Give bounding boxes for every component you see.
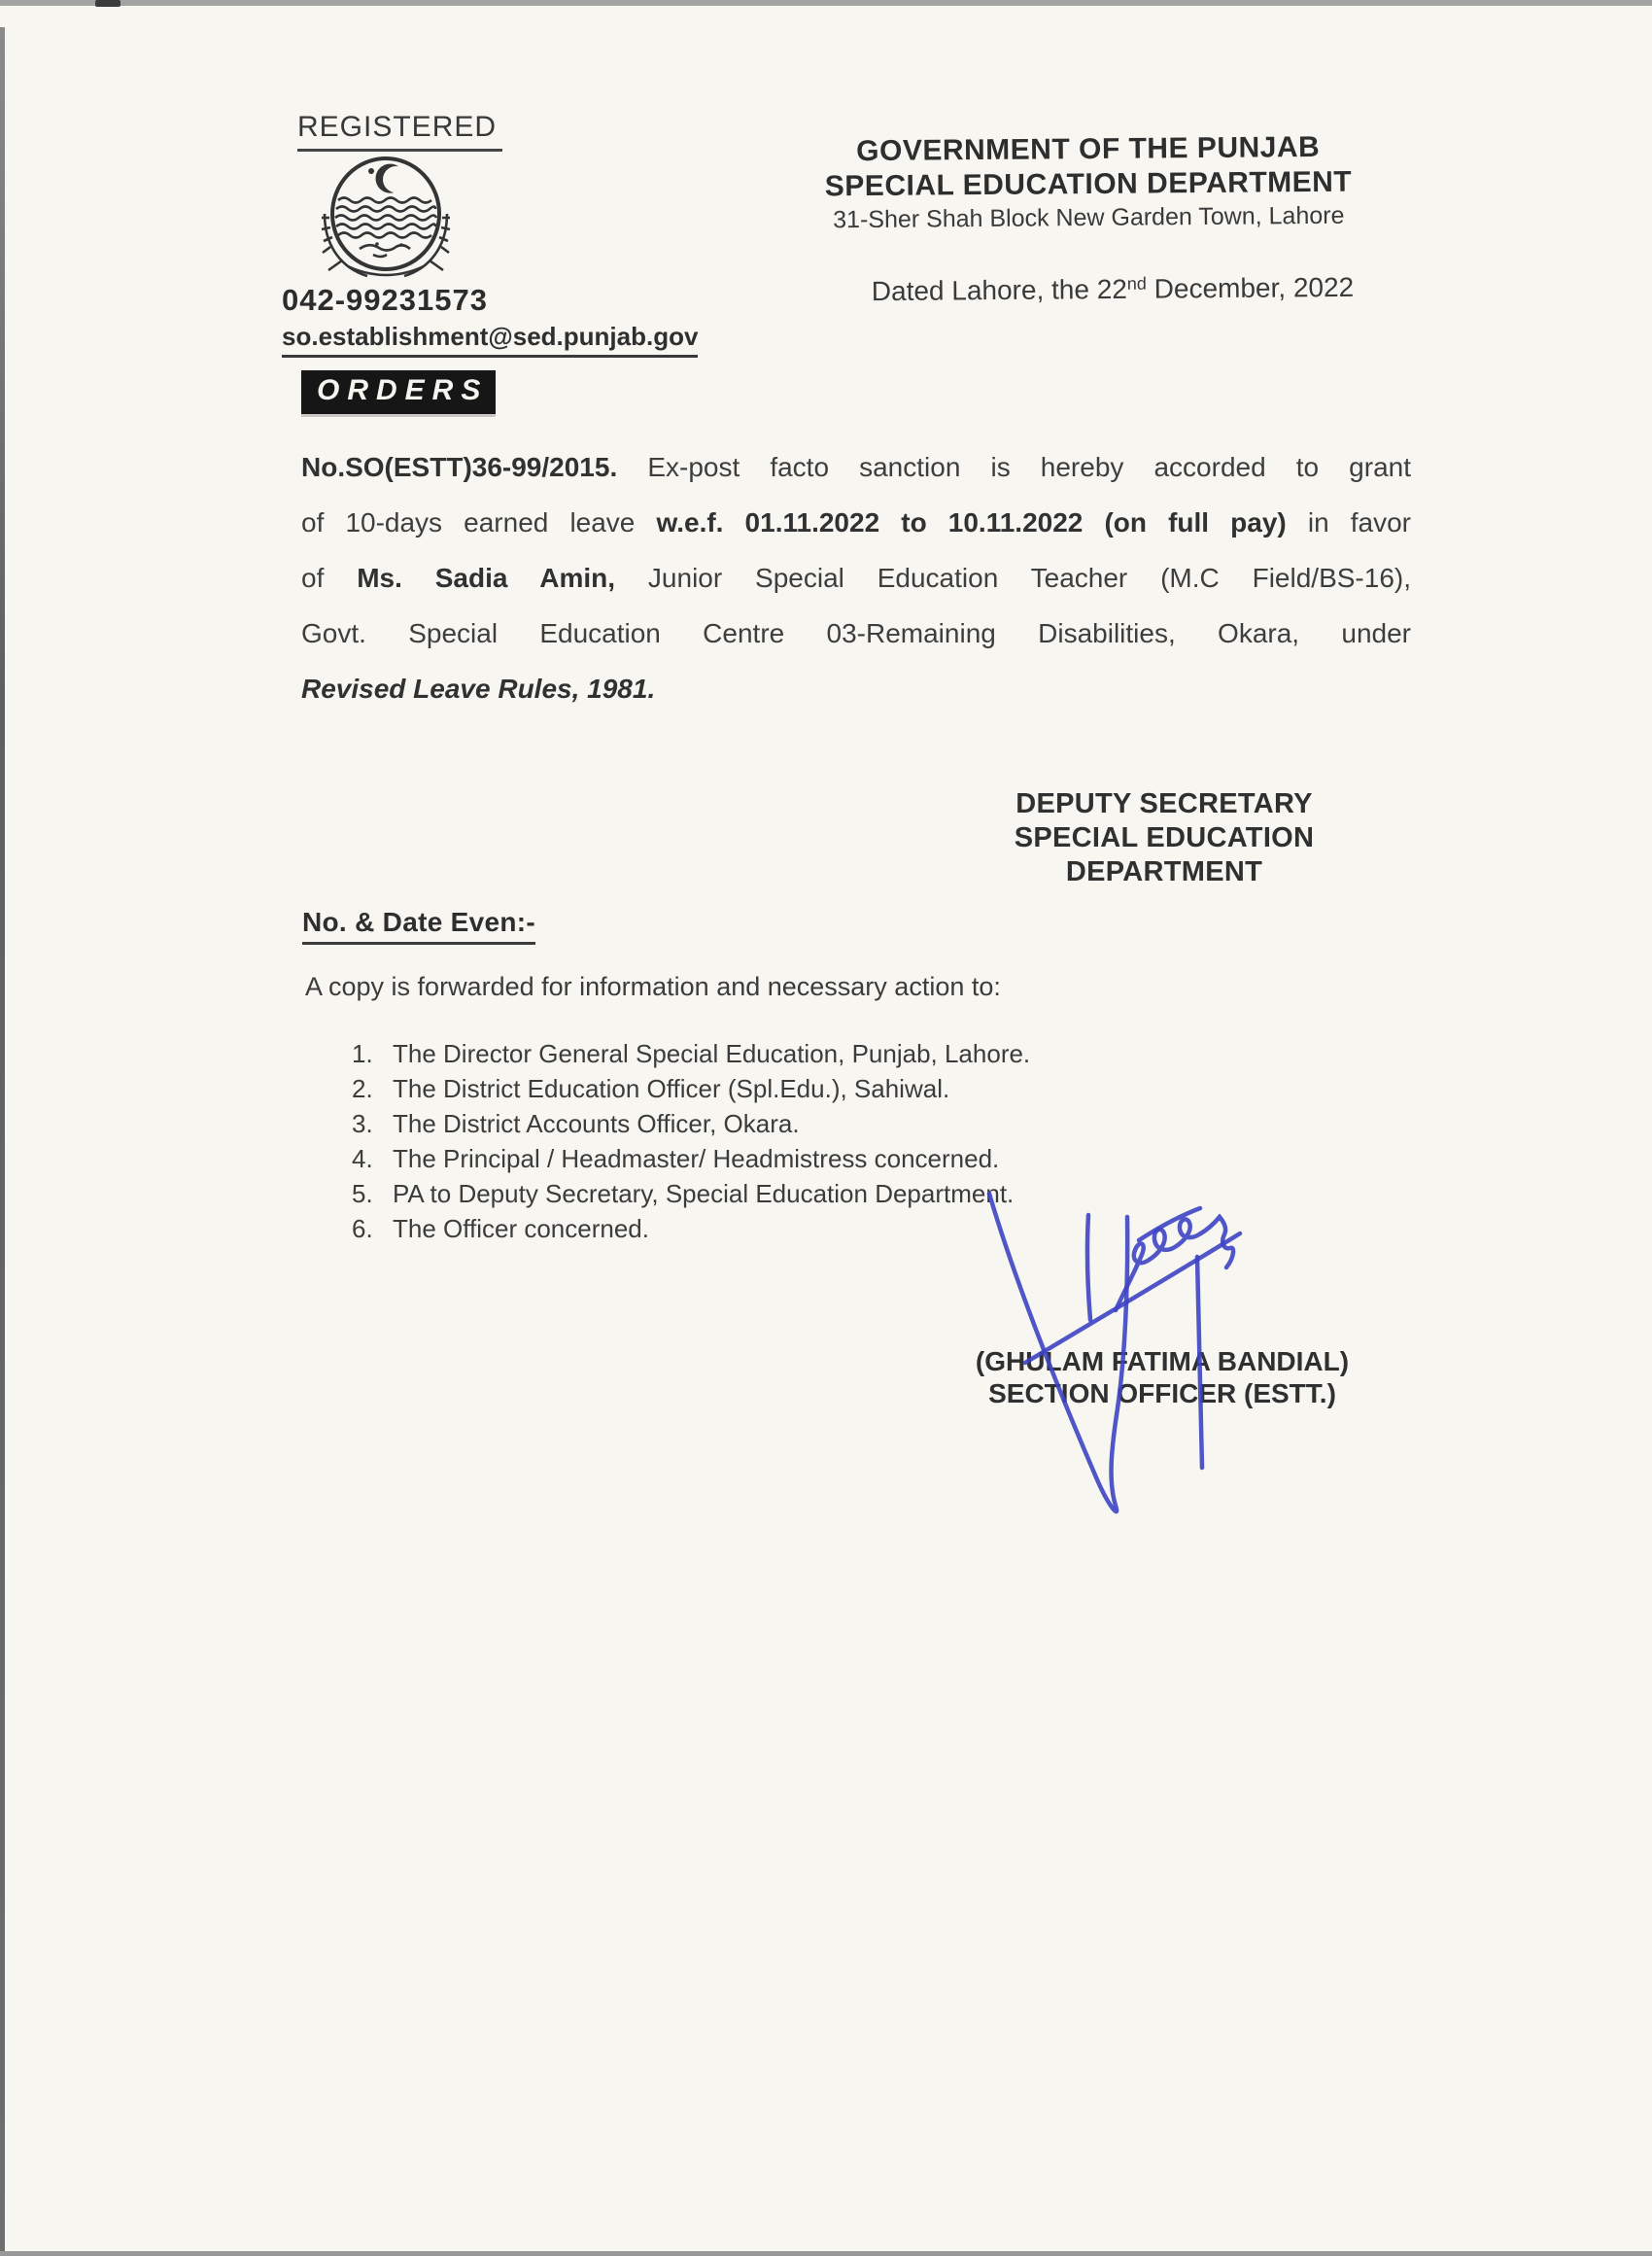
orders-heading: ORDERS	[301, 370, 496, 414]
order-body-paragraph	[301, 439, 1411, 716]
distribution-list-item	[352, 1106, 1226, 1141]
distribution-item-text: PA to Deputy Secretary, Special Education Department.	[393, 1179, 1015, 1208]
punjab-crest-logo-icon	[309, 152, 463, 282]
order-body-segment: Ms. Sadia Amin,	[357, 563, 616, 593]
letterhead-department-line: SPECIAL EDUCATION DEPARTMENT	[824, 165, 1353, 203]
order-body-line	[301, 661, 1411, 716]
distribution-item-text: The Principal / Headmaster/ Headmistress concerned.	[393, 1144, 1000, 1173]
distribution-item-text: The District Education Officer (Spl.Edu.), Sahiwal.	[393, 1074, 950, 1103]
distribution-item-number: 6.	[352, 1214, 373, 1243]
date-suffix: December, 2022	[1146, 271, 1355, 304]
order-body-segment: of	[301, 563, 358, 593]
order-body-segment: Junior Special Education Teacher (M.C Field/BS-16),	[615, 563, 1411, 593]
distribution-item-number: 1.	[352, 1039, 373, 1068]
distribution-item-number: 3.	[352, 1109, 373, 1138]
scanner-top-edge	[0, 0, 1652, 6]
scanner-left-edge	[0, 27, 5, 2256]
addressee-line-1: DEPUTY SECRETARY	[1015, 788, 1313, 819]
order-body-line	[301, 495, 1411, 550]
signatory-title: SECTION OFFICER (ESTT.)	[988, 1378, 1336, 1408]
scanner-bottom-edge	[0, 2251, 1652, 2256]
distribution-item-text: The District Accounts Officer, Okara.	[393, 1109, 800, 1138]
distribution-item-text: The Officer concerned.	[393, 1214, 649, 1243]
date-prefix: Dated Lahore, the 22	[871, 273, 1128, 307]
order-body-segment: Revised Leave Rules, 1981.	[301, 674, 656, 704]
distribution-list-item	[352, 1036, 1226, 1071]
addressee-line-3: DEPARTMENT	[1065, 856, 1263, 887]
order-body-segment: w.e.f. 01.11.2022 to 10.11.2022 (on full pay)	[656, 507, 1287, 538]
scanner-top-mark	[95, 0, 120, 7]
order-body-segment: of 10-days earned leave	[301, 507, 657, 538]
signatory-name: (GHULAM FATIMA BANDIAL)	[975, 1346, 1350, 1376]
no-and-date-label: No. & Date Even:-	[302, 907, 535, 945]
distribution-item-number: 2.	[352, 1074, 373, 1103]
distribution-item-number: 5.	[352, 1179, 373, 1208]
letterhead	[797, 129, 1381, 235]
distribution-item-number: 4.	[352, 1144, 373, 1173]
letterhead-government-line: GOVERNMENT OF THE PUNJAB	[856, 130, 1321, 168]
distribution-item-text: The Director General Special Education, Punjab, Lahore.	[393, 1039, 1031, 1068]
phone-number: 042-99231573	[282, 283, 488, 317]
order-body-line	[301, 606, 1411, 661]
order-body-segment: Govt. Special Education Centre 03-Remaining Disabilities, Okara, under	[301, 618, 1411, 648]
distribution-list-item	[352, 1071, 1226, 1106]
date-ordinal-superscript: nd	[1126, 273, 1147, 294]
order-body-segment: No.SO(ESTT)36-99/2015.	[301, 452, 618, 482]
copy-forwarded-line: A copy is forwarded for information and necessary action to:	[305, 972, 1001, 1001]
order-body-line	[301, 550, 1411, 606]
addressee-block	[1001, 787, 1327, 889]
signature-ink-icon	[933, 1166, 1370, 1604]
order-body-segment: Ex-post facto sanction is hereby accorded to grant	[617, 452, 1411, 482]
addressee-line-2: SPECIAL EDUCATION	[1014, 822, 1315, 853]
letterhead-address-line: 31-Sher Shah Block New Garden Town, Lahore	[833, 201, 1345, 234]
registered-label: REGISTERED	[297, 111, 502, 152]
order-body-line	[301, 439, 1411, 495]
date-line	[821, 271, 1404, 307]
email-address: so.establishment@sed.punjab.gov	[282, 322, 698, 358]
order-body-segment: in favor	[1286, 507, 1411, 538]
